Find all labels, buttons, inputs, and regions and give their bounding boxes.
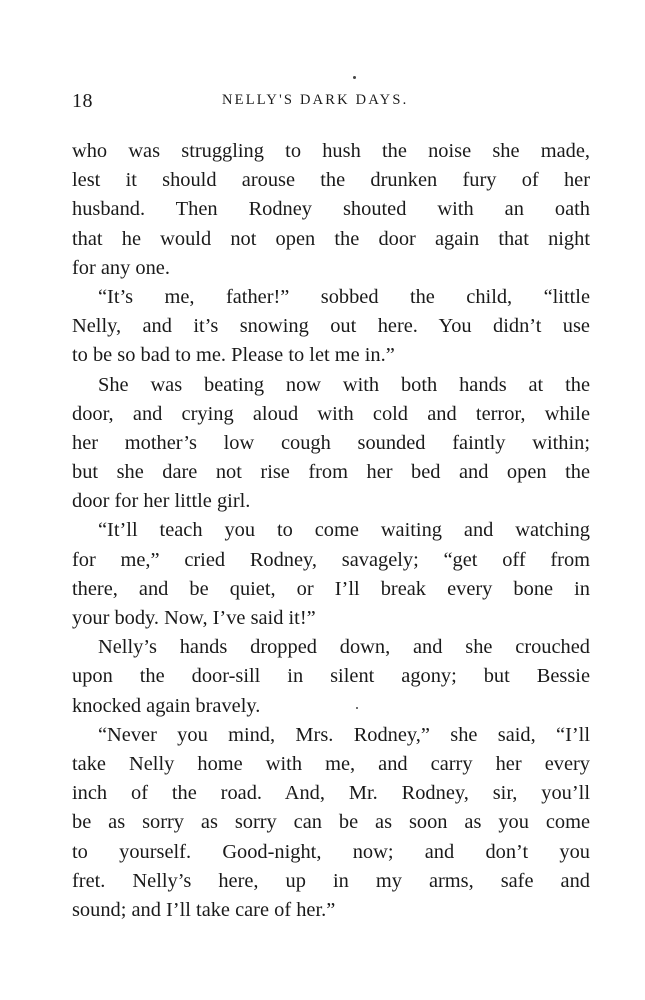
text-line: there, and be quiet, or I’ll break every bone in <box>72 577 590 600</box>
text-line: lest it should arouse the drunken fury of her <box>72 169 590 192</box>
text-line: to yourself. Good-night, now; and don’t you <box>72 840 590 863</box>
text-line: that he would not open the door again that night <box>72 227 590 250</box>
text-line: inch of the road. And, Mr. Rodney, sir, you’ll <box>72 782 590 805</box>
text-line: take Nelly home with me, and carry her every <box>72 752 590 775</box>
text-line: her mother’s low cough sounded faintly within; <box>72 431 590 454</box>
text-line: She was beating now with both hands at the <box>98 373 590 396</box>
body-text <box>72 137 590 925</box>
text-line: Nelly, and it’s snowing out here. You didn’t use <box>72 315 590 338</box>
text-line: door, and crying aloud with cold and terror, while <box>72 402 590 425</box>
text-line: Nelly’s hands dropped down, and she crouched <box>98 636 590 659</box>
text-line: door for her little girl. <box>72 490 251 513</box>
text-line: be as sorry as sorry can be as soon as you come <box>72 811 590 834</box>
text-line: to be so bad to me. Please to let me in.” <box>72 344 395 367</box>
text-line: “It’s me, father!” sobbed the child, “little <box>98 285 590 308</box>
print-speck <box>353 76 356 79</box>
text-line: “Never you mind, Mrs. Rodney,” she said, “I’ll <box>98 723 590 746</box>
text-line: husband. Then Rodney shouted with an oath <box>72 198 590 221</box>
text-line: for any one. <box>72 256 170 279</box>
text-line: fret. Nelly’s here, up in my arms, safe and <box>72 869 590 892</box>
text-line: but she dare not rise from her bed and open the <box>72 461 590 484</box>
page-number: 18 <box>72 90 93 112</box>
print-speck <box>356 707 358 709</box>
text-line: for me,” cried Rodney, savagely; “get off from <box>72 548 590 571</box>
text-line: upon the door-sill in silent agony; but Bessie <box>72 665 590 688</box>
page-header <box>72 90 592 118</box>
text-line: sound; and I’ll take care of her.” <box>72 898 336 921</box>
text-line: your body. Now, I’ve said it!” <box>72 607 316 629</box>
text-line: “It’ll teach you to come waiting and watching <box>98 519 590 542</box>
text-line: knocked again bravely. <box>72 694 261 717</box>
text-line: who was struggling to hush the noise she made, <box>72 140 590 162</box>
running-title: NELLY'S DARK DAYS. <box>222 92 409 108</box>
